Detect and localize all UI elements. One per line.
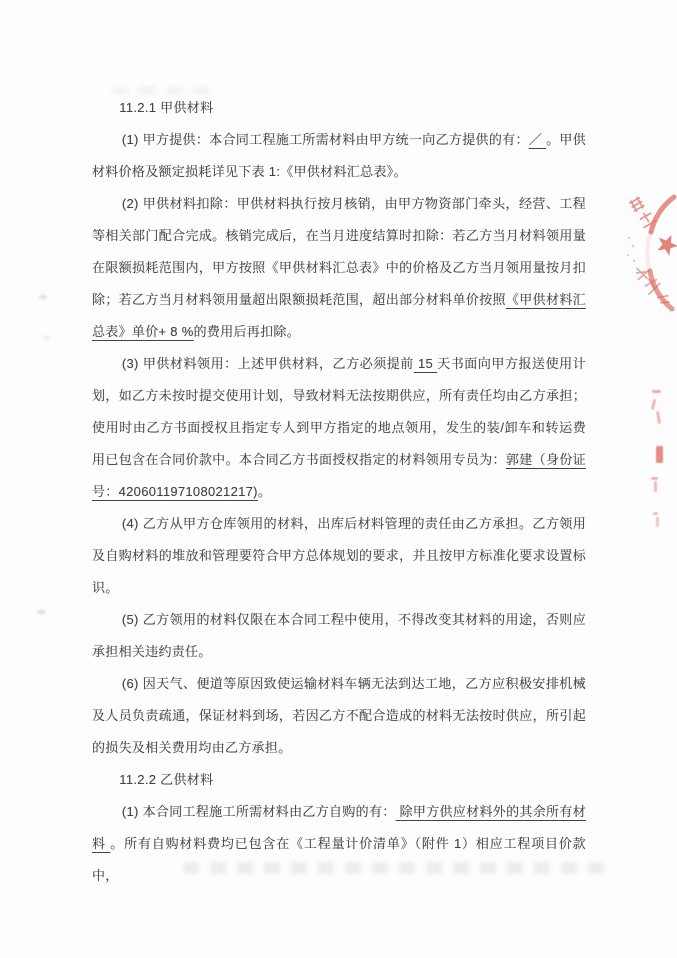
contract-paragraph xyxy=(92,604,586,668)
red-bleed-mark xyxy=(653,512,658,515)
contract-paragraph xyxy=(92,668,586,764)
contract-text: 。甲供材料价格及额定损耗详见下表 1:《甲供材料汇总表》。 xyxy=(92,132,586,179)
scan-smudge xyxy=(37,610,46,614)
contract-paragraph xyxy=(92,348,586,508)
seal-star-icon xyxy=(654,231,677,258)
bleedthrough-ghost-text xyxy=(112,86,212,95)
red-seal-stamp-icon xyxy=(615,170,677,335)
underlined-fill-in-text: 《甲供材料汇总表》单价+ 8 % xyxy=(92,292,586,339)
underlined-fill-in-text: 郭建（身份证号：420601197108021217) xyxy=(92,452,586,499)
red-bleed-mark xyxy=(651,477,658,480)
underlined-fill-in-text: 除甲方供应材料外的其余所有材料 xyxy=(92,804,586,851)
red-bleed-mark xyxy=(654,481,657,492)
scan-smudge xyxy=(39,295,47,299)
underlined-fill-in-text: ／ xyxy=(528,132,547,147)
contract-text: (1) 本合同工程施工所需材料由乙方自购的有： xyxy=(121,804,396,819)
section-heading xyxy=(92,92,586,124)
contract-text: 。所有自购材料费均已包含在《工程量计价清单》（附件 1）相应工程项目价款中， xyxy=(92,836,586,883)
bleedthrough-ghost-text xyxy=(183,862,615,874)
scan-smudge xyxy=(43,336,50,339)
contract-paragraph xyxy=(92,796,586,892)
contract-paragraph xyxy=(92,188,586,348)
contract-paragraph xyxy=(92,508,586,604)
contract-text: (3) 甲供材料领用：上述甲供材料，乙方必须提前 xyxy=(121,356,414,371)
red-bleed-mark xyxy=(651,399,657,410)
contract-text: (2) 甲供材料扣除：甲供材料执行按月核销，由甲方物资部门牵头，经营、工程等相关部门配合完成。核销完成后，在当月进度结算时扣除：若乙方当月材料领用量在限额损耗范围内，甲方按照《甲供材料汇总表》中的价格及乙方当月领用量按月扣除；若乙方当月材料领用量超出限额损耗范围，超出部分材料单价按照 xyxy=(92,196,586,307)
contract-text: 11.2.2 乙供材料 xyxy=(119,772,214,787)
red-bleed-mark xyxy=(656,517,659,527)
contract-text: 11.2.1 甲供材料 xyxy=(119,100,214,115)
section-heading xyxy=(92,764,586,796)
contract-text: 的费用后再扣除。 xyxy=(193,324,301,339)
contract-text: 天书面向甲方报送使用计划，如乙方未按时提交使用计划，导致材料无法按期供应，所有责任均由乙方承担；使用时由乙方书面授权且指定专人到甲方指定的地点领用，发生的装/卸车和转运费用已包含在合同价款中。本合同乙方书面授权指定的材料领用专员为： xyxy=(92,356,586,467)
contract-text: (6) 因天气、便道等原因致使运输材料车辆无法到达工地，乙方应积极安排机械及人员负责疏通，保证材料到场，若因乙方不配合造成的材料无法按时供应，所引起的损失及相关费用均由乙方承担。 xyxy=(92,676,586,755)
contract-body xyxy=(92,92,586,892)
red-bleed-mark xyxy=(652,390,661,393)
red-bleed-mark xyxy=(656,411,661,424)
contract-text: (1) 甲方提供：本合同工程施工所需材料由甲方统一向乙方提供的有： xyxy=(121,132,529,147)
contract-text: (5) 乙方领用的材料仅限在本合同工程中使用，不得改变其材料的用途，否则应承担相关违约责任。 xyxy=(92,612,586,659)
red-bleed-mark xyxy=(656,446,663,463)
underlined-fill-in-text: 15 xyxy=(413,356,438,371)
contract-text: (4) 乙方从甲方仓库领用的材料，出库后材料管理的责任由乙方承担。乙方领用及自购材料的堆放和管理要符合甲方总体规划的要求，并且按甲方标准化要求设置标识。 xyxy=(92,516,586,595)
contract-paragraph xyxy=(92,124,586,188)
contract-text: 。 xyxy=(257,484,272,499)
